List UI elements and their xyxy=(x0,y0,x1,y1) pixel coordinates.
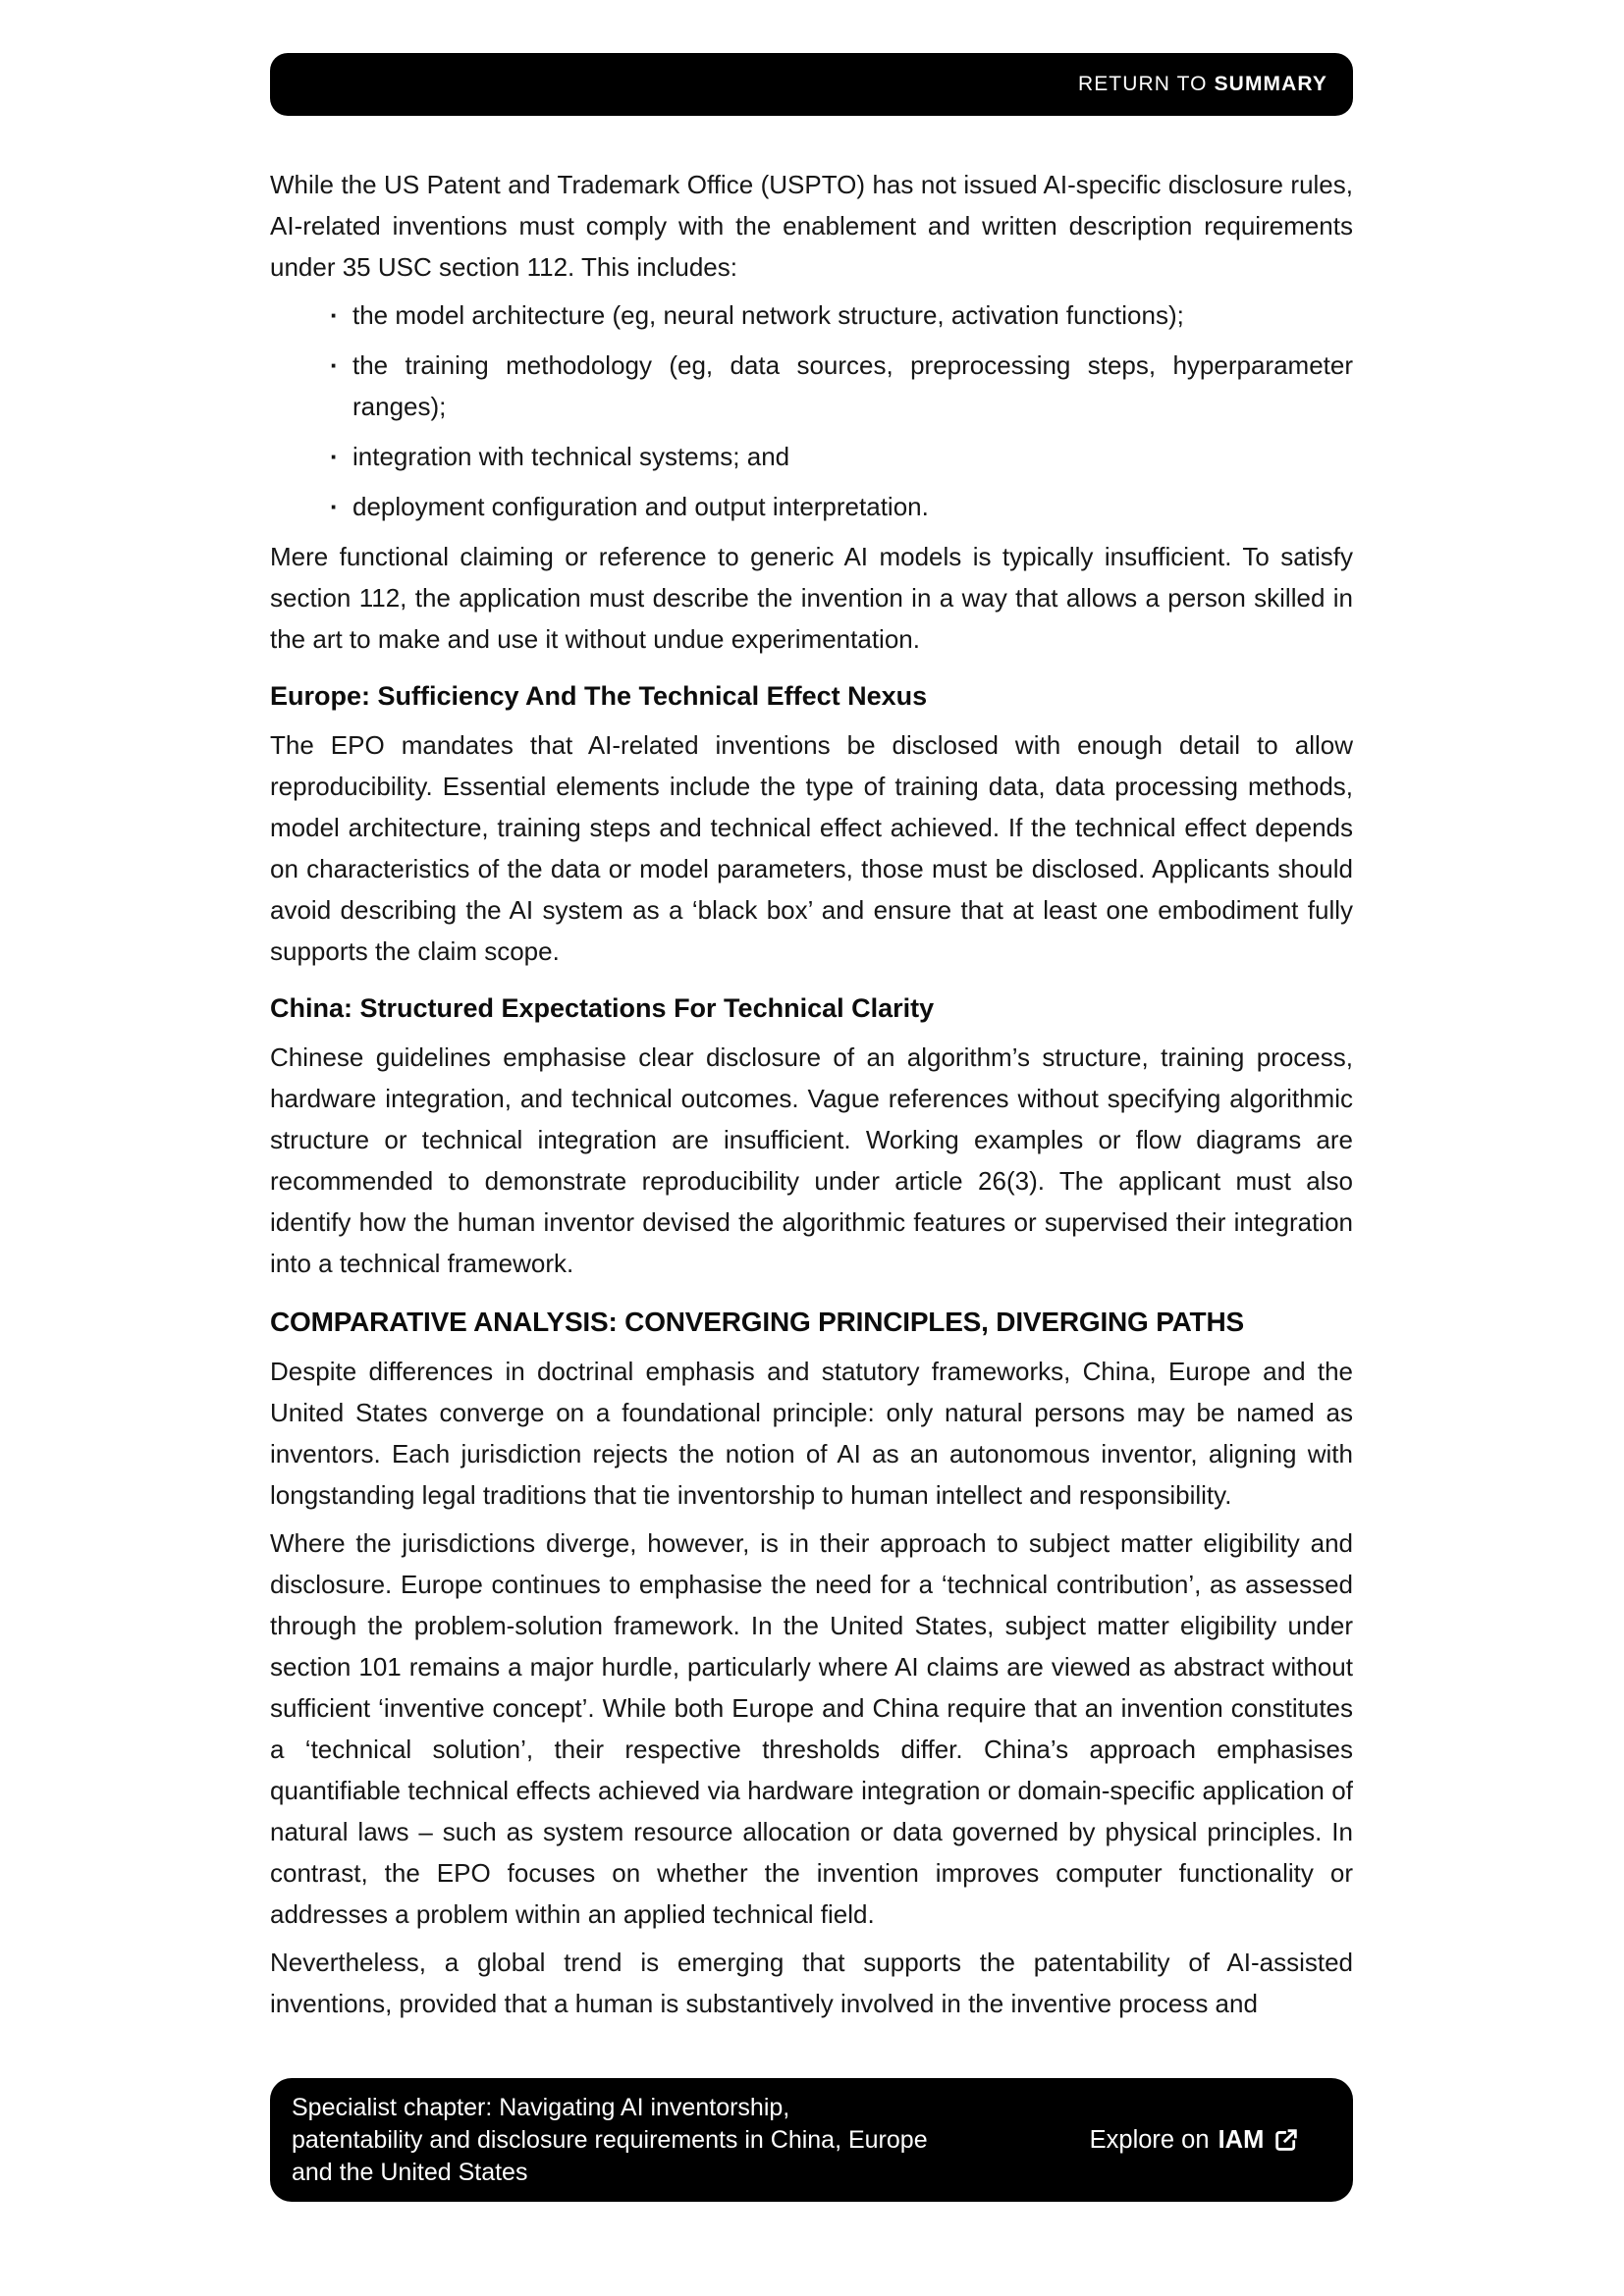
summary-label: SUMMARY xyxy=(1214,73,1327,95)
comparative-analysis-heading: COMPARATIVE ANALYSIS: CONVERGING PRINCIPLES, DIVERGING PATHS xyxy=(270,1307,1244,1337)
chapter-title-line: patentability and disclosure requirements in China, Europe xyxy=(292,2125,928,2154)
comparative-paragraph-2: Where the jurisdictions diverge, however, is in their approach to subject matter eligibility and disclosure. Europe continues to emphasise the need for a ‘technical contribution’, as assessed through the problem-solution framework. In the United States, subject matter eligibility under section 101 remains a major hurdle, particularly where AI claims are viewed as abstract without sufficient ‘inventive concept’. While both Europe and China require that an invention constitutes a ‘technical solution’, their respective thresholds differ. China’s approach emphasises quantifiable technical effects achieved via hardware integration or domain-specific application of natural laws – such as system resource allocation or data governed by physical principles. In contrast, the EPO focuses on whether the invention improves computer functionality or addresses a problem within an applied technical field. xyxy=(270,1528,1353,1929)
china-section-paragraph: Chinese guidelines emphasise clear disclosure of an algorithm’s structure, training process, hardware integration, and technical outcomes. Vague references without specifying algorithmic structure or technical integration are insufficient. Working examples or flow diagrams are recommended to demonstrate reproducibility under article 26(3). The applicant must also identify how the human inventor devised the algorithmic features or supervised their integration into a technical framework. xyxy=(270,1042,1353,1278)
list-item xyxy=(270,345,1353,427)
bullet-icon: · xyxy=(330,442,339,471)
disclosure-requirements-list xyxy=(270,294,1353,527)
list-item-text: the model architecture (eg, neural network structure, activation functions); xyxy=(352,300,1184,330)
europe-section-heading: Europe: Sufficiency And The Technical Effect Nexus xyxy=(270,681,928,711)
intro-paragraph: While the US Patent and Trademark Office (USPTO) has not issued AI-specific disclosure rules, AI-related inventions must comply with the enablement and written description requirements under 35 USC section 112. This includes: xyxy=(270,170,1353,282)
external-link-icon xyxy=(1272,2069,1328,2211)
list-item-text: the training methodology (eg, data sources, preprocessing steps, hyperparameter ranges); xyxy=(352,350,1353,421)
bullet-icon: · xyxy=(330,300,339,330)
chapter-title xyxy=(292,2092,928,2189)
list-item-text: integration with technical systems; and xyxy=(352,442,790,471)
list-item xyxy=(270,294,1353,336)
iam-brand-label: IAM xyxy=(1218,2125,1265,2154)
chapter-footer-bar xyxy=(270,2078,1353,2202)
return-to-summary-button[interactable] xyxy=(270,53,1353,116)
list-item xyxy=(270,486,1353,527)
bullet-icon: · xyxy=(330,492,339,521)
return-to-label: RETURN TO xyxy=(1077,73,1208,95)
explore-on-iam-link[interactable] xyxy=(1090,2069,1328,2211)
explore-on-label: Explore on xyxy=(1089,2125,1210,2154)
chapter-title-line: and the United States xyxy=(292,2158,528,2186)
list-item-text: deployment configuration and output interpretation. xyxy=(352,492,929,521)
china-section-heading: China: Structured Expectations For Technical Clarity xyxy=(270,993,935,1023)
list-item xyxy=(270,436,1353,477)
article-body xyxy=(270,164,1353,2031)
comparative-paragraph-1: Despite differences in doctrinal emphasis and statutory frameworks, China, Europe and the United States converge on a foundational principle: only natural persons may be named as inventors. Each jurisdiction rejects the notion of AI as an autonomous inventor, aligning with longstanding legal traditions that tie inventorship to human intellect and responsibility. xyxy=(270,1357,1353,1510)
europe-section-paragraph: The EPO mandates that AI-related inventions be disclosed with enough detail to allow reproducibility. Essential elements include the type of training data, data processing methods, model architecture, training steps and technical effect achieved. If the technical effect depends on characteristics of the data or model parameters, those must be disclosed. Applicants should avoid describing the AI system as a ‘black box’ and ensure that at least one embodiment fully supports the claim scope. xyxy=(270,730,1353,966)
bullet-icon: · xyxy=(330,350,339,380)
chapter-title-line: Specialist chapter: Navigating AI inventorship, xyxy=(292,2093,790,2121)
functional-claiming-paragraph: Mere functional claiming or reference to generic AI models is typically insufficient. To satisfy section 112, the application must describe the invention in a way that allows a person skilled in the art to make and use it without undue experimentation. xyxy=(270,542,1353,654)
comparative-paragraph-3: Nevertheless, a global trend is emerging that supports the patentability of AI-assisted inventions, provided that a human is substantively involved in the inventive process and xyxy=(270,1948,1353,2018)
